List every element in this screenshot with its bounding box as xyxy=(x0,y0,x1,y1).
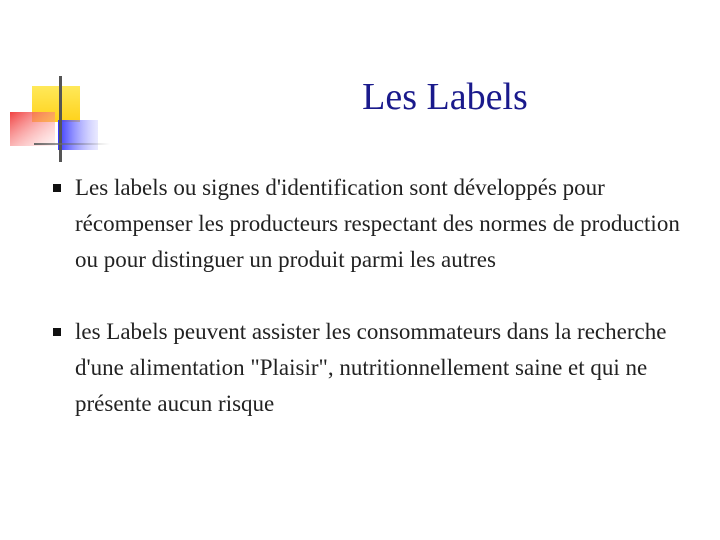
bullet-item xyxy=(50,314,700,422)
bullet-list xyxy=(50,170,700,458)
bullet-text: Les labels ou signes d'identification sont développés pour récompenser les producteurs respectant des normes de production ou pour distinguer un produit parmi les autres xyxy=(75,175,680,272)
slide-title-text: Les Labels xyxy=(362,76,528,118)
slide-title xyxy=(0,74,720,120)
square-bullet-icon xyxy=(53,328,61,336)
bullet-text: les Labels peuvent assister les consommateurs dans la recherche d'une alimentation "Plaisir", nutritionnellement saine et qui ne présente aucun risque xyxy=(75,319,667,416)
square-bullet-icon xyxy=(53,184,61,192)
bullet-item xyxy=(50,170,700,278)
